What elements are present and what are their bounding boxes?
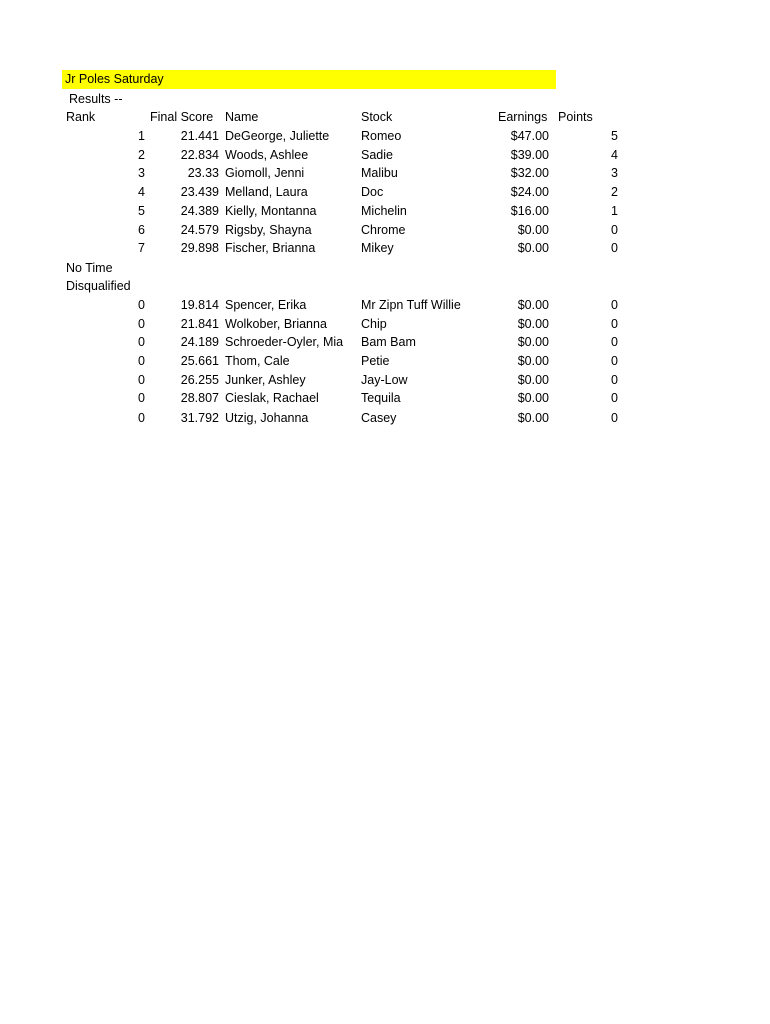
- stock-cell: Romeo: [361, 129, 402, 143]
- name-cell: Schroeder-Oyler, Mia: [225, 335, 344, 349]
- stock-cell: Mr Zipn Tuff Willie: [361, 298, 461, 312]
- points-cell: 0: [611, 241, 618, 255]
- disqualified-row: [0, 373, 770, 391]
- score-cell: 23.33: [187, 166, 219, 180]
- rank-cell: 1: [138, 129, 145, 143]
- earnings-cell: $0.00: [517, 411, 549, 425]
- no-time-label: No Time: [66, 261, 113, 275]
- points-cell: 1: [611, 204, 618, 218]
- stock-cell: Mikey: [361, 241, 394, 255]
- points-cell: 0: [611, 223, 618, 237]
- rank-cell: 7: [138, 241, 145, 255]
- disqualified-row: [0, 354, 770, 372]
- name-cell: Melland, Laura: [225, 185, 308, 199]
- earnings-cell: $0.00: [517, 335, 549, 349]
- disqualified-row: [0, 411, 770, 429]
- stock-cell: Chrome: [361, 223, 406, 237]
- header-stock: Stock: [361, 110, 393, 124]
- name-cell: Cieslak, Rachael: [225, 391, 319, 405]
- points-cell: 0: [611, 298, 618, 312]
- rank-cell: 0: [138, 391, 145, 405]
- name-cell: Giomoll, Jenni: [225, 166, 305, 180]
- header-rank: Rank: [66, 110, 96, 124]
- name-cell: Utzig, Johanna: [225, 411, 309, 425]
- score-cell: 25.661: [180, 354, 219, 368]
- disqualified-label: Disqualified: [66, 279, 131, 293]
- earnings-cell: $32.00: [510, 166, 549, 180]
- points-cell: 0: [611, 391, 618, 405]
- name-cell: DeGeorge, Juliette: [225, 129, 330, 143]
- points-cell: 0: [611, 317, 618, 331]
- rank-cell: 0: [138, 298, 145, 312]
- stock-cell: Tequila: [361, 391, 401, 405]
- earnings-cell: $0.00: [517, 298, 549, 312]
- rank-cell: 6: [138, 223, 145, 237]
- stock-cell: Petie: [361, 354, 390, 368]
- result-row: [0, 166, 770, 184]
- rank-cell: 0: [138, 354, 145, 368]
- name-cell: Spencer, Erika: [225, 298, 307, 312]
- result-row: [0, 204, 770, 222]
- score-cell: 24.389: [180, 204, 219, 218]
- name-cell: Wolkober, Brianna: [225, 317, 327, 331]
- name-cell: Rigsby, Shayna: [225, 223, 312, 237]
- stock-cell: Doc: [361, 185, 384, 199]
- score-cell: 26.255: [180, 373, 219, 387]
- stock-cell: Michelin: [361, 204, 407, 218]
- stock-cell: Bam Bam: [361, 335, 416, 349]
- score-cell: 24.189: [180, 335, 219, 349]
- rank-cell: 4: [138, 185, 145, 199]
- title-highlight: [62, 70, 556, 89]
- score-cell: 28.807: [180, 391, 219, 405]
- points-cell: 0: [611, 373, 618, 387]
- earnings-cell: $47.00: [510, 129, 549, 143]
- rank-cell: 5: [138, 204, 145, 218]
- disqualified-row: [0, 317, 770, 335]
- stock-cell: Malibu: [361, 166, 398, 180]
- disqualified-row: [0, 298, 770, 316]
- rank-cell: 3: [138, 166, 145, 180]
- result-row: [0, 223, 770, 241]
- rank-cell: 0: [138, 373, 145, 387]
- stock-cell: Jay-Low: [361, 373, 408, 387]
- header-final-score: Final Score: [150, 110, 214, 124]
- stock-cell: Casey: [361, 411, 397, 425]
- stock-cell: Chip: [361, 317, 387, 331]
- earnings-cell: $39.00: [510, 148, 549, 162]
- page-title: Jr Poles Saturday: [65, 72, 164, 86]
- score-cell: 21.441: [180, 129, 219, 143]
- points-cell: 4: [611, 148, 618, 162]
- header-points: Points: [558, 110, 593, 124]
- earnings-cell: $0.00: [517, 241, 549, 255]
- header-earnings: Earnings: [498, 110, 548, 124]
- earnings-cell: $0.00: [517, 373, 549, 387]
- points-cell: 3: [611, 166, 618, 180]
- rank-cell: 0: [138, 335, 145, 349]
- header-name: Name: [225, 110, 259, 124]
- earnings-cell: $0.00: [517, 354, 549, 368]
- score-cell: 22.834: [180, 148, 219, 162]
- earnings-cell: $0.00: [517, 391, 549, 405]
- points-cell: 2: [611, 185, 618, 199]
- score-cell: 31.792: [180, 411, 219, 425]
- score-cell: 21.841: [180, 317, 219, 331]
- score-cell: 23.439: [180, 185, 219, 199]
- rank-cell: 0: [138, 317, 145, 331]
- earnings-cell: $16.00: [510, 204, 549, 218]
- results-subtitle: Results --: [69, 92, 123, 106]
- rank-cell: 0: [138, 411, 145, 425]
- result-row: [0, 129, 770, 147]
- name-cell: Junker, Ashley: [225, 373, 306, 387]
- disqualified-row: [0, 335, 770, 353]
- result-row: [0, 241, 770, 259]
- points-cell: 0: [611, 354, 618, 368]
- score-cell: 29.898: [180, 241, 219, 255]
- score-cell: 19.814: [180, 298, 219, 312]
- points-cell: 5: [611, 129, 618, 143]
- result-row: [0, 185, 770, 203]
- name-cell: Woods, Ashlee: [225, 148, 309, 162]
- points-cell: 0: [611, 335, 618, 349]
- points-cell: 0: [611, 411, 618, 425]
- name-cell: Kielly, Montanna: [225, 204, 317, 218]
- name-cell: Fischer, Brianna: [225, 241, 316, 255]
- name-cell: Thom, Cale: [225, 354, 290, 368]
- earnings-cell: $0.00: [517, 223, 549, 237]
- rank-cell: 2: [138, 148, 145, 162]
- score-cell: 24.579: [180, 223, 219, 237]
- earnings-cell: $24.00: [510, 185, 549, 199]
- disqualified-row: [0, 391, 770, 409]
- earnings-cell: $0.00: [517, 317, 549, 331]
- result-row: [0, 148, 770, 166]
- stock-cell: Sadie: [361, 148, 393, 162]
